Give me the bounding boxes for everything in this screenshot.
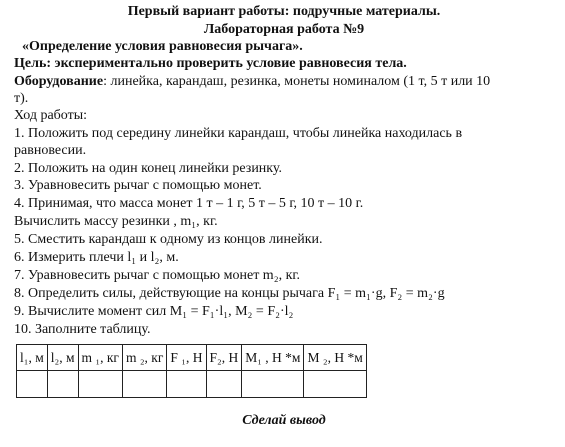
table-header-cell: F ₁, Н (167, 345, 206, 371)
equipment-cont: т). (14, 91, 29, 106)
table-cell (304, 371, 366, 398)
table-cell (17, 371, 48, 398)
procedure-heading: Ход работы: (14, 108, 88, 123)
step-line: 2. Положить на один конец линейки резинку. (14, 161, 283, 176)
table-header-cell: m ₁, кг (78, 345, 122, 371)
lab-goal: Цель: экспериментально проверить условие равновесия тела. (14, 56, 407, 71)
table-header-cell: M₁ , Н *м (242, 345, 304, 371)
table-cell (206, 371, 242, 398)
step-line: равновесии. (14, 143, 87, 158)
step-line: 7. Уравновесить рычаг с помощью монет m₂, кг. (14, 268, 301, 283)
table-header-cell: F₂, Н (206, 345, 242, 371)
lab-number: Лабораторная работа №9 (203, 22, 365, 37)
table-header-cell: l₁, м (17, 345, 48, 371)
table-header-row (17, 345, 367, 371)
results-table (16, 344, 367, 398)
table-cell (78, 371, 122, 398)
lab-topic: «Определение условия равновесия рычага». (22, 39, 303, 54)
table-cell (167, 371, 206, 398)
conclusion-prompt: Сделай вывод (242, 413, 326, 428)
equipment-line (14, 74, 490, 90)
equipment-label: Оборудование (14, 74, 104, 89)
table-header-cell: l₂, м (47, 345, 78, 371)
table-header-cell: m ₂, кг (122, 345, 166, 371)
step-line: 1. Положить под середину линейки карандаш, чтобы линейка находилась в (14, 126, 463, 141)
variant-title: Первый вариант работы: подручные материалы. (127, 4, 441, 19)
step-line: 4. Принимая, что масса монет 1 т – 1 г, 5 т – 5 г, 10 т – 10 г. (14, 196, 364, 211)
step-line: 5. Сместить карандаш к одному из концов линейки. (14, 232, 323, 247)
table-cell (47, 371, 78, 398)
table-cell (122, 371, 166, 398)
step-line: 10. Заполните таблицу. (14, 322, 151, 337)
step-line: 3. Уравновесить рычаг с помощью монет. (14, 178, 262, 193)
step-line: 9. Вычислите момент сил M₁ = F₁·l₁, M₂ = F₂·l₂ (14, 304, 294, 319)
step-line: 8. Определить силы, действующие на концы рычага F₁ = m₁·g, F₂ = m₂·g (14, 286, 445, 301)
step-line: Вычислить массу резинки , m₁, кг. (14, 214, 218, 229)
equipment-text: : линейка, карандаш, резинка, монеты номиналом (1 т, 5 т или 10 (103, 74, 491, 89)
table-cell (242, 371, 304, 398)
table-header-cell: M ₂, Н *м (304, 345, 366, 371)
table-row (17, 371, 367, 398)
step-line: 6. Измерить плечи l₁ и l₂, м. (14, 250, 179, 265)
